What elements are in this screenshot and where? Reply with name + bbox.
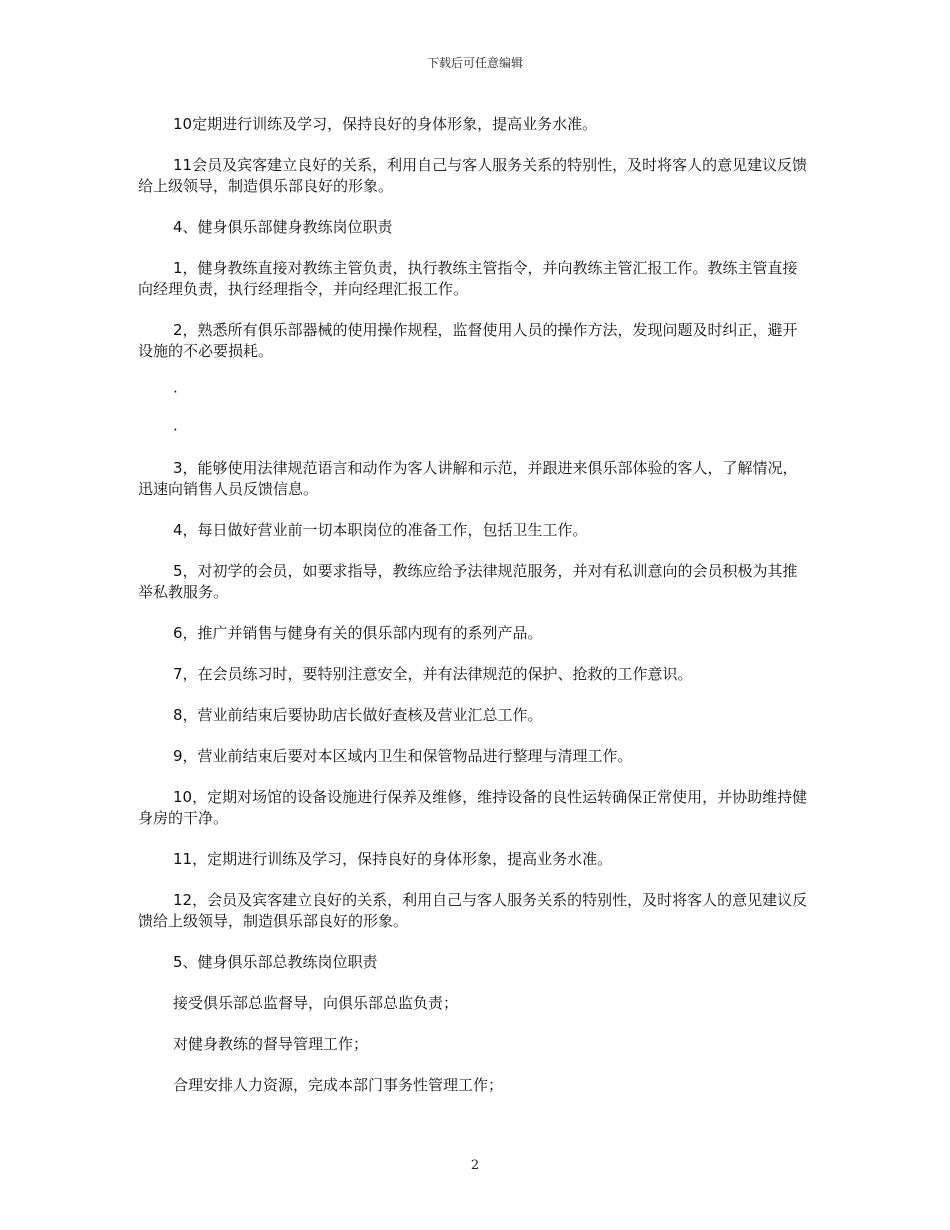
document-body (138, 114, 808, 1116)
bullet-dot: · (173, 421, 178, 439)
paragraph: 3，能够使用法律规范语言和动作为客人讲解和示范，并跟进来俱乐部体验的客人，了解情况，迅速向销售人员反馈信息。 (138, 459, 798, 498)
paragraph: 5，对初学的会员，如要求指导，教练应给予法律规范服务，并对有私训意向的会员积极为其推举私教服务。 (138, 562, 798, 601)
section-heading: 5、健身俱乐部总教练岗位职责 (173, 953, 378, 971)
paragraph: 11，定期进行训练及学习，保持良好的身体形象，提高业务水准。 (173, 850, 613, 868)
page-number: 2 (470, 1158, 480, 1173)
paragraph: 对健身教练的督导管理工作； (173, 1035, 369, 1053)
paragraph: 7，在会员练习时，要特别注意安全，并有法律规范的保护、抢救的工作意识。 (173, 665, 693, 683)
paragraph: 2，熟悉所有俱乐部器械的使用操作规程，监督使用人员的操作方法，发现问题及时纠正，避开设施的不必要损耗。 (138, 321, 798, 360)
paragraph: 8，营业前结束后要协助店长做好查核及营业汇总工作。 (173, 706, 543, 724)
paragraph: 1，健身教练直接对教练主管负责，执行教练主管指令，并向教练主管汇报工作。教练主管直接向经理负责，执行经理指令，并向经理汇报工作。 (138, 259, 798, 298)
paragraph: 9，营业前结束后要对本区域内卫生和保管物品进行整理与清理工作。 (173, 747, 633, 765)
bullet-dot: · (173, 383, 178, 401)
paragraph: 10定期进行训练及学习，保持良好的身体形象，提高业务水准。 (173, 115, 598, 133)
paragraph: 4，每日做好营业前一切本职岗位的准备工作，包括卫生工作。 (173, 521, 588, 539)
paragraph: 12，会员及宾客建立良好的关系，利用自己与客人服务关系的特别性，及时将客人的意见建议反馈给上级领导，制造俱乐部良好的形象。 (138, 891, 808, 930)
paragraph: 接受俱乐部总监督导，向俱乐部总监负责； (173, 994, 459, 1012)
section-heading: 4、健身俱乐部健身教练岗位职责 (173, 218, 393, 236)
paragraph: 合理安排人力资源，完成本部门事务性管理工作； (173, 1076, 504, 1094)
paragraph: 10，定期对场馆的设备设施进行保养及维修，维持设备的良性运转确保正常使用，并协助维持健身房的干净。 (138, 788, 808, 827)
paragraph: 11会员及宾客建立良好的关系，利用自己与客人服务关系的特别性，及时将客人的意见建议反馈给上级领导，制造俱乐部良好的形象。 (138, 156, 808, 195)
paragraph: 6，推广并销售与健身有关的俱乐部内现有的系列产品。 (173, 624, 543, 642)
page-header: 下载后可任意编辑 (426, 56, 523, 70)
